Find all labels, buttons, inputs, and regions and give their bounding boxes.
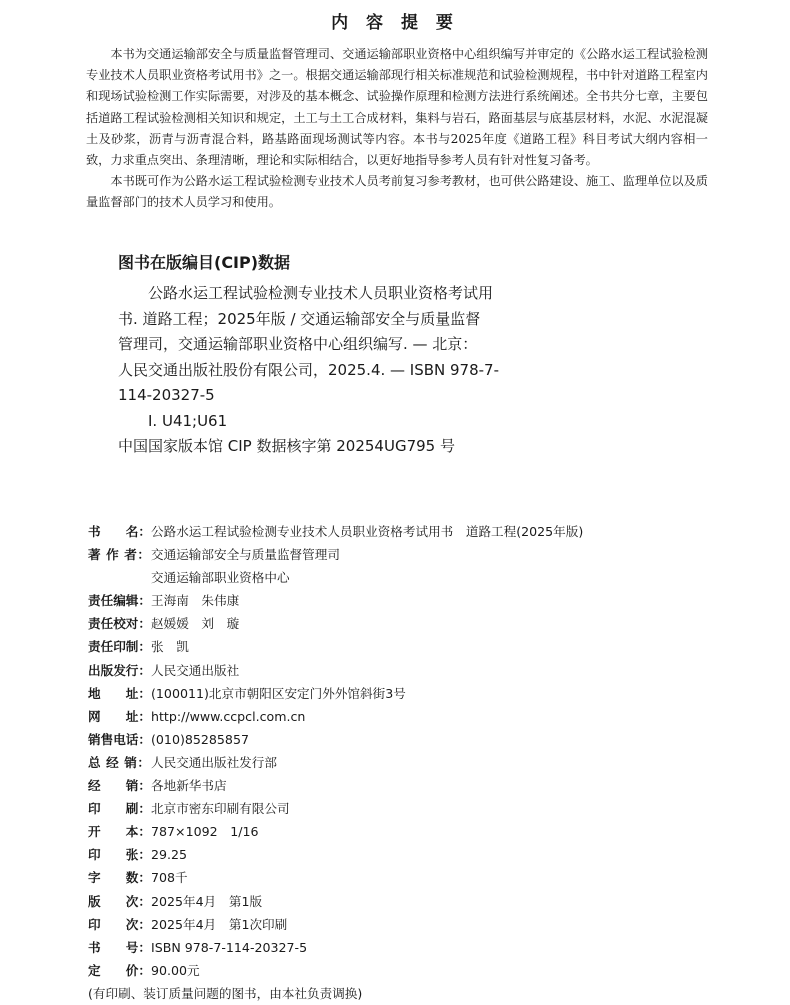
colophon-value: (100011)北京市朝阳区安定门外外馆斜街3号 [151,685,406,701]
colophon-value: 各地新华书店 [151,778,227,794]
colophon-row-title [88,520,728,543]
summary-paragraph: 本书既可作为公路水运工程试验检测专业技术人员考前复习参考教材，也可供公路建设、施工、监理单位以及质量监督部门的技术人员学习和使用。 [86,174,708,210]
colophon-label: 网 址： [88,708,151,724]
cip-line: 书. 道路工程；2025年版 / 交通运输部安全与质量监督 [118,309,481,328]
summary-body [86,44,708,214]
colophon-row-sales-phone [88,728,728,751]
colophon [88,520,728,1005]
colophon-row-website [88,705,728,728]
colophon-label: 著 作 者： [88,547,150,563]
colophon-value: 90.00元 [151,962,200,978]
quality-notice: (有印刷、装订质量问题的图书，由本社负责调换) [88,985,363,1001]
colophon-label: 责任编辑： [88,593,151,609]
colophon-row-author [88,543,728,566]
colophon-label: 责任印制： [88,639,151,655]
cip-line: 人民交通出版社股份有限公司，2025.4. — ISBN 978-7- [118,360,500,379]
colophon-row-general-distributor [88,751,728,774]
colophon-value: 交通运输部职业资格中心 [151,570,290,586]
colophon-value: 2025年4月 第1次印刷 [151,916,288,932]
colophon-value: 公路水运工程试验检测专业技术人员职业资格考试用书 道路工程(2025年版) [151,524,584,539]
colophon-label: 书 号： [88,939,151,955]
colophon-value: 708千 [151,870,188,886]
colophon-value: 人民交通出版社 [151,662,240,678]
colophon-label: 字 数： [88,870,151,886]
colophon-value: 赵媛媛 刘 璇 [151,616,240,632]
colophon-row-proofreader [88,612,728,635]
cip-verification: 中国国家版本馆 CIP 数据核字第 20254UG795 号 [118,437,455,455]
colophon-row-printing-supervisor [88,635,728,658]
summary-title: 内 容 提 要 [331,13,459,33]
colophon-label: 经 销： [88,778,151,794]
cip-classification: Ⅰ. U41;U61 [148,411,228,430]
colophon-value: 787×1092 1/16 [151,824,259,840]
colophon-row-editor [88,589,728,612]
colophon-label: 版 次： [88,893,151,909]
colophon-row-isbn [88,936,728,959]
colophon-value: ISBN 978-7-114-20327-5 [151,939,308,955]
colophon-row-format [88,820,728,843]
colophon-row-edition [88,890,728,913]
colophon-value: (010)85285857 [151,731,249,747]
colophon-row-printer [88,797,728,820]
colophon-label: 印 刷： [88,801,151,817]
colophon-label: 总 经 销： [88,754,150,770]
colophon-label: 地 址： [88,685,151,701]
colophon-label: 书 名： [88,524,151,539]
colophon-row-publisher [88,659,728,682]
colophon-value: 张 凯 [151,639,189,655]
colophon-label: 定 价： [88,962,151,978]
colophon-label: 印 次： [88,916,151,932]
colophon-row-price [88,959,728,982]
colophon-row-sheets [88,843,728,866]
colophon-value: 2025年4月 第1版 [151,893,263,909]
colophon-value: 交通运输部安全与质量监督管理司 [151,547,340,563]
cip-line: 管理司，交通运输部职业资格中心组织编写. — 北京： [118,335,478,353]
colophon-row-address [88,682,728,705]
colophon-label: 开 本： [88,824,151,840]
colophon-label: 销售电话： [88,731,151,747]
colophon-row-author-cont [88,566,728,589]
colophon-row-distributor [88,774,728,797]
cip-record [118,281,518,460]
colophon-value: 人民交通出版社发行部 [151,754,277,770]
cip-line: 公路水运工程试验检测专业技术人员职业资格考试用 [148,284,494,302]
cip-heading: 图书在版编目(CIP)数据 [118,253,291,272]
colophon-row-word-count [88,866,728,889]
colophon-value: 29.25 [151,847,188,863]
colophon-label: 印 张： [88,847,151,863]
colophon-label: 出版发行： [88,662,151,678]
colophon-label: 责任校对： [88,616,151,632]
colophon-row-impression [88,913,728,936]
colophon-value: 王海南 朱伟康 [151,593,240,609]
summary-paragraph: 本书为交通运输部安全与质量监督管理司、交通运输部职业资格中心组织编写并审定的《公路水运工程试验检测专业技术人员职业资格考试用书》之一。根据交通运输部现行相关标准规范和试验检测规程，书中针对道路工程室内和现场试验检测工作实际需要，对涉及的基本概念、试验操作原理和检测方法进行系统阐述。全书共分七章，主要包括道路工程试验检测相关知识和规定，土工与土工合成材料，集料与岩石，路面基层与底基层材料，水泥、水泥混凝土及砂浆，沥青与沥青混合料，路基路面现场测试等内容。本书与2025年度《道路工程》科目考试大纲内容相一致，力求重点突出、条理清晰，理论和实际相结合，以更好地指导参考人员有针对性复习备考。 [86,47,708,168]
colophon-value: http://www.ccpcl.com.cn [151,708,306,724]
cip-line: 114-20327-5 [118,386,215,404]
colophon-value: 北京市密东印刷有限公司 [151,801,290,817]
